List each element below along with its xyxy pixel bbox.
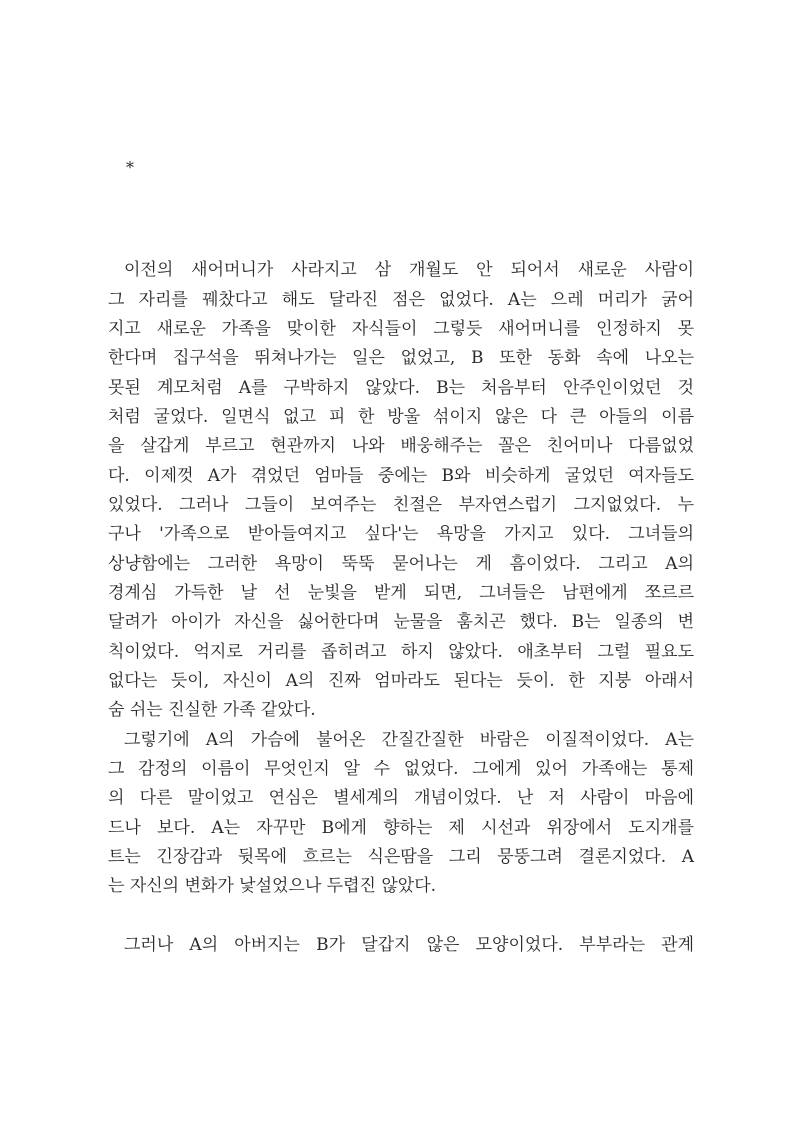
text-line: 그러나 A의 아버지는 B가 달갑지 않은 모양이었다. 부부라는 관계	[124, 935, 694, 955]
text-line: 다. 이제껏 A가 겪었던 엄마들 중에는 B와 비슷하게 굴었던 여자들도	[108, 466, 694, 486]
text-line: 없다는 듯이, 자신이 A의 진짜 엄마라도 된다는 듯이. 한 지붕 아래서	[108, 671, 694, 691]
text-line: 칙이었다. 억지로 거리를 좁히려고 하지 않았다. 애초부터 그럴 필요도	[108, 642, 694, 662]
text-line: 을 살갑게 부르고 현관까지 나와 배웅해주는 꼴은 친어미나 다름없었	[108, 436, 694, 456]
text-line: 드나 보다. A는 자꾸만 B에게 향하는 제 시선과 위장에서 도지개를	[108, 818, 694, 838]
text-line: 는 자신의 변화가 낯설었으나 두렵진 않았다.	[108, 876, 437, 896]
text-line: 있었다. 그러나 그들이 보여주는 친절은 부자연스럽기 그지없었다. 누	[108, 495, 694, 515]
text-line: 한다며 집구석을 뛰쳐나가는 일은 없었고, B 또한 동화 속에 나오는	[108, 348, 694, 368]
text-line: 트는 긴장감과 뒷목에 흐르는 식은땀을 그리 뭉뚱그려 결론지었다. A	[108, 847, 694, 867]
text-line: 숨 쉬는 진실한 가족 같았다.	[108, 700, 316, 720]
text-line: 처럼 굴었다. 일면식 없고 피 한 방울 섞이지 않은 다 큰 아들의 이름	[108, 407, 694, 427]
text-line: 경계심 가득한 날 선 눈빛을 받게 되면, 그녀들은 남편에게 쪼르르	[108, 583, 694, 603]
text-line: 이전의 새어머니가 사라지고 삼 개월도 안 되어서 새로운 사람이	[124, 260, 694, 280]
text-line: 지고 새로운 가족을 맞이한 자식들이 그렇듯 새어머니를 인정하지 못	[108, 319, 694, 339]
text-line: 구나 '가족으로 받아들여지고 싶다'는 욕망을 가지고 있다. 그녀들의	[108, 524, 694, 544]
text-line: 그렇기에 A의 가슴에 불어온 간질간질한 바람은 이질적이었다. A는	[124, 730, 694, 750]
text-line: 의 다른 말이었고 연심은 별세계의 개념이었다. 난 저 사람이 마음에	[108, 788, 694, 808]
text-line: 못된 계모처럼 A를 구박하지 않았다. B는 처음부터 안주인이었던 것	[108, 378, 694, 398]
text-line: 달려가 아이가 자신을 싫어한다며 눈물을 훔치곤 했다. B는 일종의 변	[108, 612, 694, 632]
section-separator: *	[126, 158, 134, 177]
text-line: 상냥함에는 그러한 욕망이 뚝뚝 묻어나는 게 흠이었다. 그리고 A의	[108, 554, 694, 574]
text-line: 그 자리를 꿰찼다고 해도 달라진 점은 없었다. A는 으레 머리가 굵어	[108, 290, 694, 310]
text-line: 그 감정의 이름이 무엇인지 알 수 없었다. 그에게 있어 가족애는 통제	[108, 759, 694, 779]
